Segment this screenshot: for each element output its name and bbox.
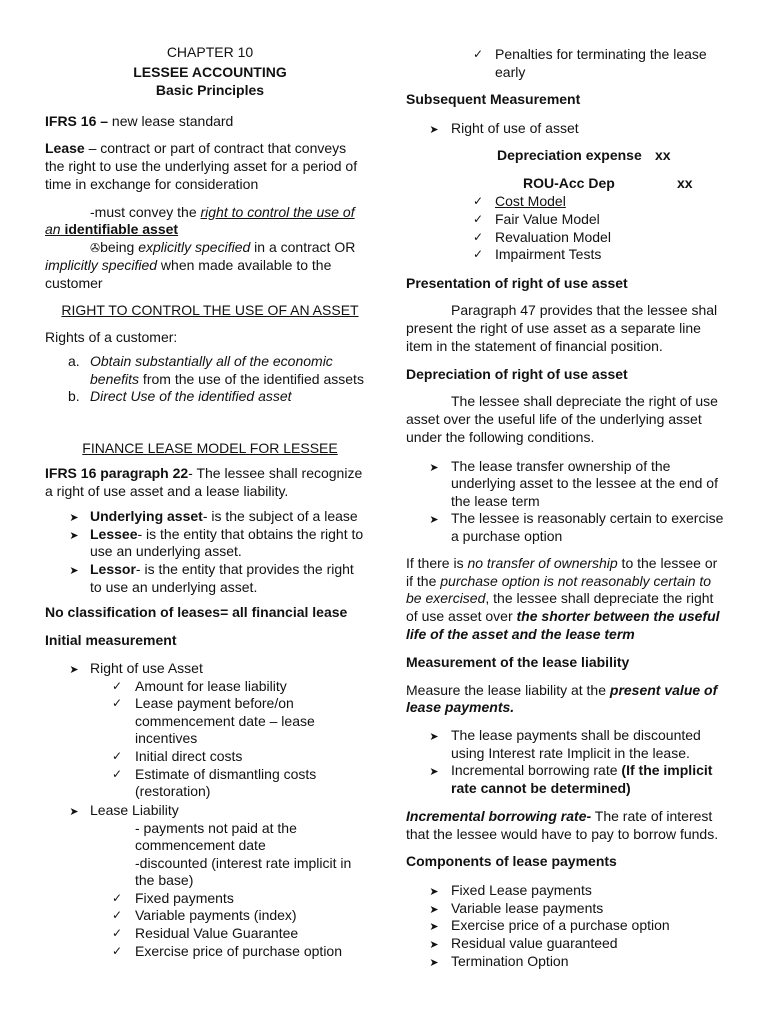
check-icon: ✓ [472,247,484,261]
lease-liability-note: - payments not paid at the [135,820,297,836]
component-item: Termination Option [451,953,569,969]
penalties-item-cont: early [495,64,526,80]
ifrs16-line: IFRS 16 – new lease standard [45,113,234,129]
no-transfer-text: of use asset over the shorter between the useful [406,608,720,624]
list-marker: b. [68,388,80,404]
check-icon: ✓ [111,944,123,958]
presentation-text: item in the statement of financial position. [406,338,663,354]
explicitly-specified-line: ✇being explicitly specified in a contract OR [90,239,356,255]
no-classification: No classification of leases= all financial lease [45,604,348,620]
lease-definition-line: time in exchange for consideration [45,176,259,192]
arrow-bullet-icon: ➤ [69,511,79,524]
section-heading: RIGHT TO CONTROL THE USE OF AN ASSET [61,302,359,318]
arrow-bullet-icon: ➤ [429,938,439,951]
discount-item-cont: using Interest rate Implicit in the lease. [451,745,690,761]
component-item: Variable lease payments [451,900,604,916]
arrow-bullet-icon: ➤ [429,903,439,916]
depreciation-text: under the following conditions. [406,429,595,445]
definition-item: Lessor- is the entity that provides the right [90,561,354,577]
ibr-text: that the lessee would have to pay to borrow funds. [406,826,719,842]
penalties-item: Penalties for terminating the lease [495,46,707,62]
rou-subitem: Estimate of dismantling costs [135,766,317,782]
arrow-bullet-icon: ➤ [429,920,439,933]
rou-subitem-cont: commencement date – lease [135,713,315,729]
customer-line: customer [45,275,103,291]
journal-debit-amount: xx [655,147,671,163]
lease-liability-note: commencement date [135,837,266,853]
arrow-bullet-icon: ➤ [69,805,79,818]
no-transfer-text: be exercised, the lessee shall depreciate the right [406,590,714,606]
ibr-text: Incremental borrowing rate- The rate of interest [406,808,713,824]
no-transfer-text: life of the asset and the lease term [406,626,635,642]
lease-liability-subitem: Variable payments (index) [135,907,297,923]
must-convey-line: -must convey the right to control the use of [90,204,355,220]
journal-credit-amount: xx [677,175,693,191]
lease-definition-line: the right to use the underlying asset for a period of [45,158,358,174]
check-icon: ✓ [472,47,484,61]
arrow-bullet-icon: ➤ [69,529,79,542]
condition-item-cont: the lease term [451,493,540,509]
arrow-bullet-icon: ➤ [429,885,439,898]
model-item: Impairment Tests [495,246,602,262]
lease-liability-item: Lease Liability [90,802,179,818]
arrow-bullet-icon: ➤ [69,564,79,577]
rou-subitem-cont: (restoration) [135,783,211,799]
arrow-bullet-icon: ➤ [429,513,439,526]
rou-subitem: Initial direct costs [135,748,243,764]
measurement-text: lease payments. [406,699,515,715]
discount-item: Incremental borrowing rate (If the implicit [451,762,713,778]
rou-subitem-cont: incentives [135,730,198,746]
rou-subitem: Lease payment before/on [135,695,294,711]
check-icon: ✓ [472,194,484,208]
component-item: Fixed Lease payments [451,882,592,898]
model-item: Revaluation Model [495,229,611,245]
component-item: Residual value guaranteed [451,935,618,951]
model-item: Fair Value Model [495,211,600,227]
right-item-cont: benefits from the use of the identified assets [90,371,364,387]
para22-line: IFRS 16 paragraph 22- The lessee shall recognize [45,465,363,481]
rou-subitem: Amount for lease liability [135,678,287,694]
page-subtitle: Basic Principles [155,82,265,98]
chapter-label: CHAPTER 10 [166,44,254,60]
list-marker: a. [68,353,80,369]
components-heading: Components of lease payments [406,853,617,869]
rou-asset-item: Right of use of asset [451,120,579,136]
measurement-heading: Measurement of the lease liability [406,654,630,670]
check-icon: ✓ [111,767,123,781]
definition-item: Lessee- is the entity that obtains the right to [90,526,364,542]
check-icon: ✓ [111,891,123,905]
model-link[interactable]: Cost Model [495,193,566,209]
journal-debit: Depreciation expense [497,147,642,163]
pencil-icon: ✇ [90,241,101,255]
depreciation-text: asset over the useful life of the underlying asset [406,411,702,427]
lease-liability-subitem: Exercise price of purchase option [135,943,342,959]
arrow-bullet-icon: ➤ [429,765,439,778]
condition-item-cont: a purchase option [451,528,563,544]
rights-intro: Rights of a customer: [45,329,178,345]
right-item: Obtain substantially all of the economic [90,353,333,369]
discount-item: The lease payments shall be discounted [451,727,701,743]
condition-item: The lessee is reasonably certain to exercise [451,510,724,526]
discount-item-cont: rate cannot be determined) [451,780,631,796]
check-icon: ✓ [111,679,123,693]
presentation-text: Paragraph 47 provides that the lessee shal [451,302,718,318]
lease-liability-subitem: Fixed payments [135,890,234,906]
subsequent-heading: Subsequent Measurement [406,91,581,107]
implicitly-specified-line: implicitly specified when made available to the [45,257,332,273]
condition-item: The lease transfer ownership of the [451,458,671,474]
depreciation-text: The lessee shall depreciate the right of use [451,393,718,409]
initial-measurement-heading: Initial measurement [45,632,177,648]
lease-liability-note: -discounted (interest rate implicit in [135,855,352,871]
arrow-bullet-icon: ➤ [429,730,439,743]
check-icon: ✓ [472,212,484,226]
check-icon: ✓ [111,696,123,710]
lease-liability-subitem: Residual Value Guarantee [135,925,299,941]
presentation-text: present the right of use asset as a separate line [406,320,701,336]
right-item: Direct Use of the identified asset [90,388,292,404]
check-icon: ✓ [111,908,123,922]
definition-item: Underlying asset- is the subject of a lease [90,508,358,524]
no-transfer-text: If there is no transfer of ownership to the lessee or [406,555,718,571]
measurement-text: Measure the lease liability at the present value of [406,682,718,698]
check-icon: ✓ [111,926,123,940]
lease-definition: Lease – contract or part of contract that conveys [45,140,347,156]
rou-asset-item: Right of use Asset [90,660,203,676]
no-transfer-text: if the purchase option is not reasonably certain to [406,573,712,589]
page-title: LESSEE ACCOUNTING [133,64,287,80]
presentation-heading: Presentation of right of use asset [406,275,628,291]
arrow-bullet-icon: ➤ [429,461,439,474]
arrow-bullet-icon: ➤ [429,956,439,969]
definition-item-cont: use an underlying asset. [90,543,242,559]
journal-credit: ROU-Acc Dep [523,175,615,191]
condition-item-cont: underlying asset to the lessee at the end of [451,475,718,491]
lease-liability-note: the base) [135,872,194,888]
arrow-bullet-icon: ➤ [69,663,79,676]
section-heading: FINANCE LEASE MODEL FOR LESSEE [82,440,338,456]
identifiable-asset-line: an identifiable asset [45,221,179,237]
check-icon: ✓ [472,230,484,244]
para22-line: a right of use asset and a lease liability. [45,483,289,499]
check-icon: ✓ [111,749,123,763]
arrow-bullet-icon: ➤ [429,123,439,136]
component-item: Exercise price of a purchase option [451,917,670,933]
definition-item-cont: to use an underlying asset. [90,579,258,595]
depreciation-heading: Depreciation of right of use asset [406,366,628,382]
